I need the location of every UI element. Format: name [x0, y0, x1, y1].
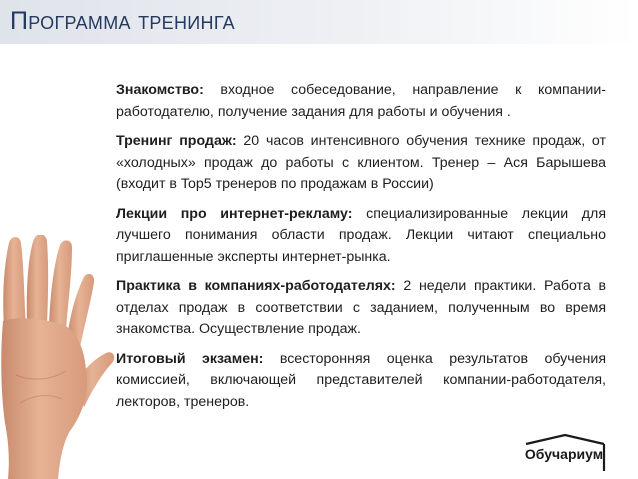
section-text: специализированные лекции для лучшего понимания области продаж. Лекции читают специально приглашенные эксперты интернет-рынка. [116, 205, 607, 265]
section-introduction [116, 80, 606, 123]
section-text: 20 часов интенсивного обучения технике продаж, от «холодных» продаж до работы с клиентом. Тренер – Ася Барышева (входит в Top5 тренеров по продажам в России) [116, 133, 606, 192]
section-text: входное собеседование, направление к компании-работодателю, получение задания для работы и обучения . [116, 82, 606, 120]
logo-text: Обучариум [524, 446, 604, 462]
section-lectures [116, 204, 606, 269]
section-lead: Практика в компаниях-работодателях: [116, 278, 396, 294]
section-lead: Итоговый экзамен: [116, 350, 264, 367]
section-lead: Лекции про интернет-рекламу: [116, 205, 353, 222]
section-final-exam [116, 349, 606, 414]
content-area [116, 80, 606, 421]
section-text: всесторонняя оценка результатов обучения комиссией, включающей представителей компании-работодателя, лекторов, тренеров. [116, 350, 606, 410]
section-practice [116, 276, 606, 341]
section-text: 2 недели практики. Работа в отделах продаж в соответствии с заданием, полученным во время знакомства. Осуществление продаж. [116, 278, 607, 337]
section-lead: Тренинг продаж: [116, 133, 237, 149]
section-lead: Знакомство: [116, 82, 204, 98]
company-logo [520, 433, 610, 473]
section-sales-training [116, 131, 606, 196]
page-title: Программа тренинга [10, 7, 235, 35]
hand-image [0, 235, 115, 479]
